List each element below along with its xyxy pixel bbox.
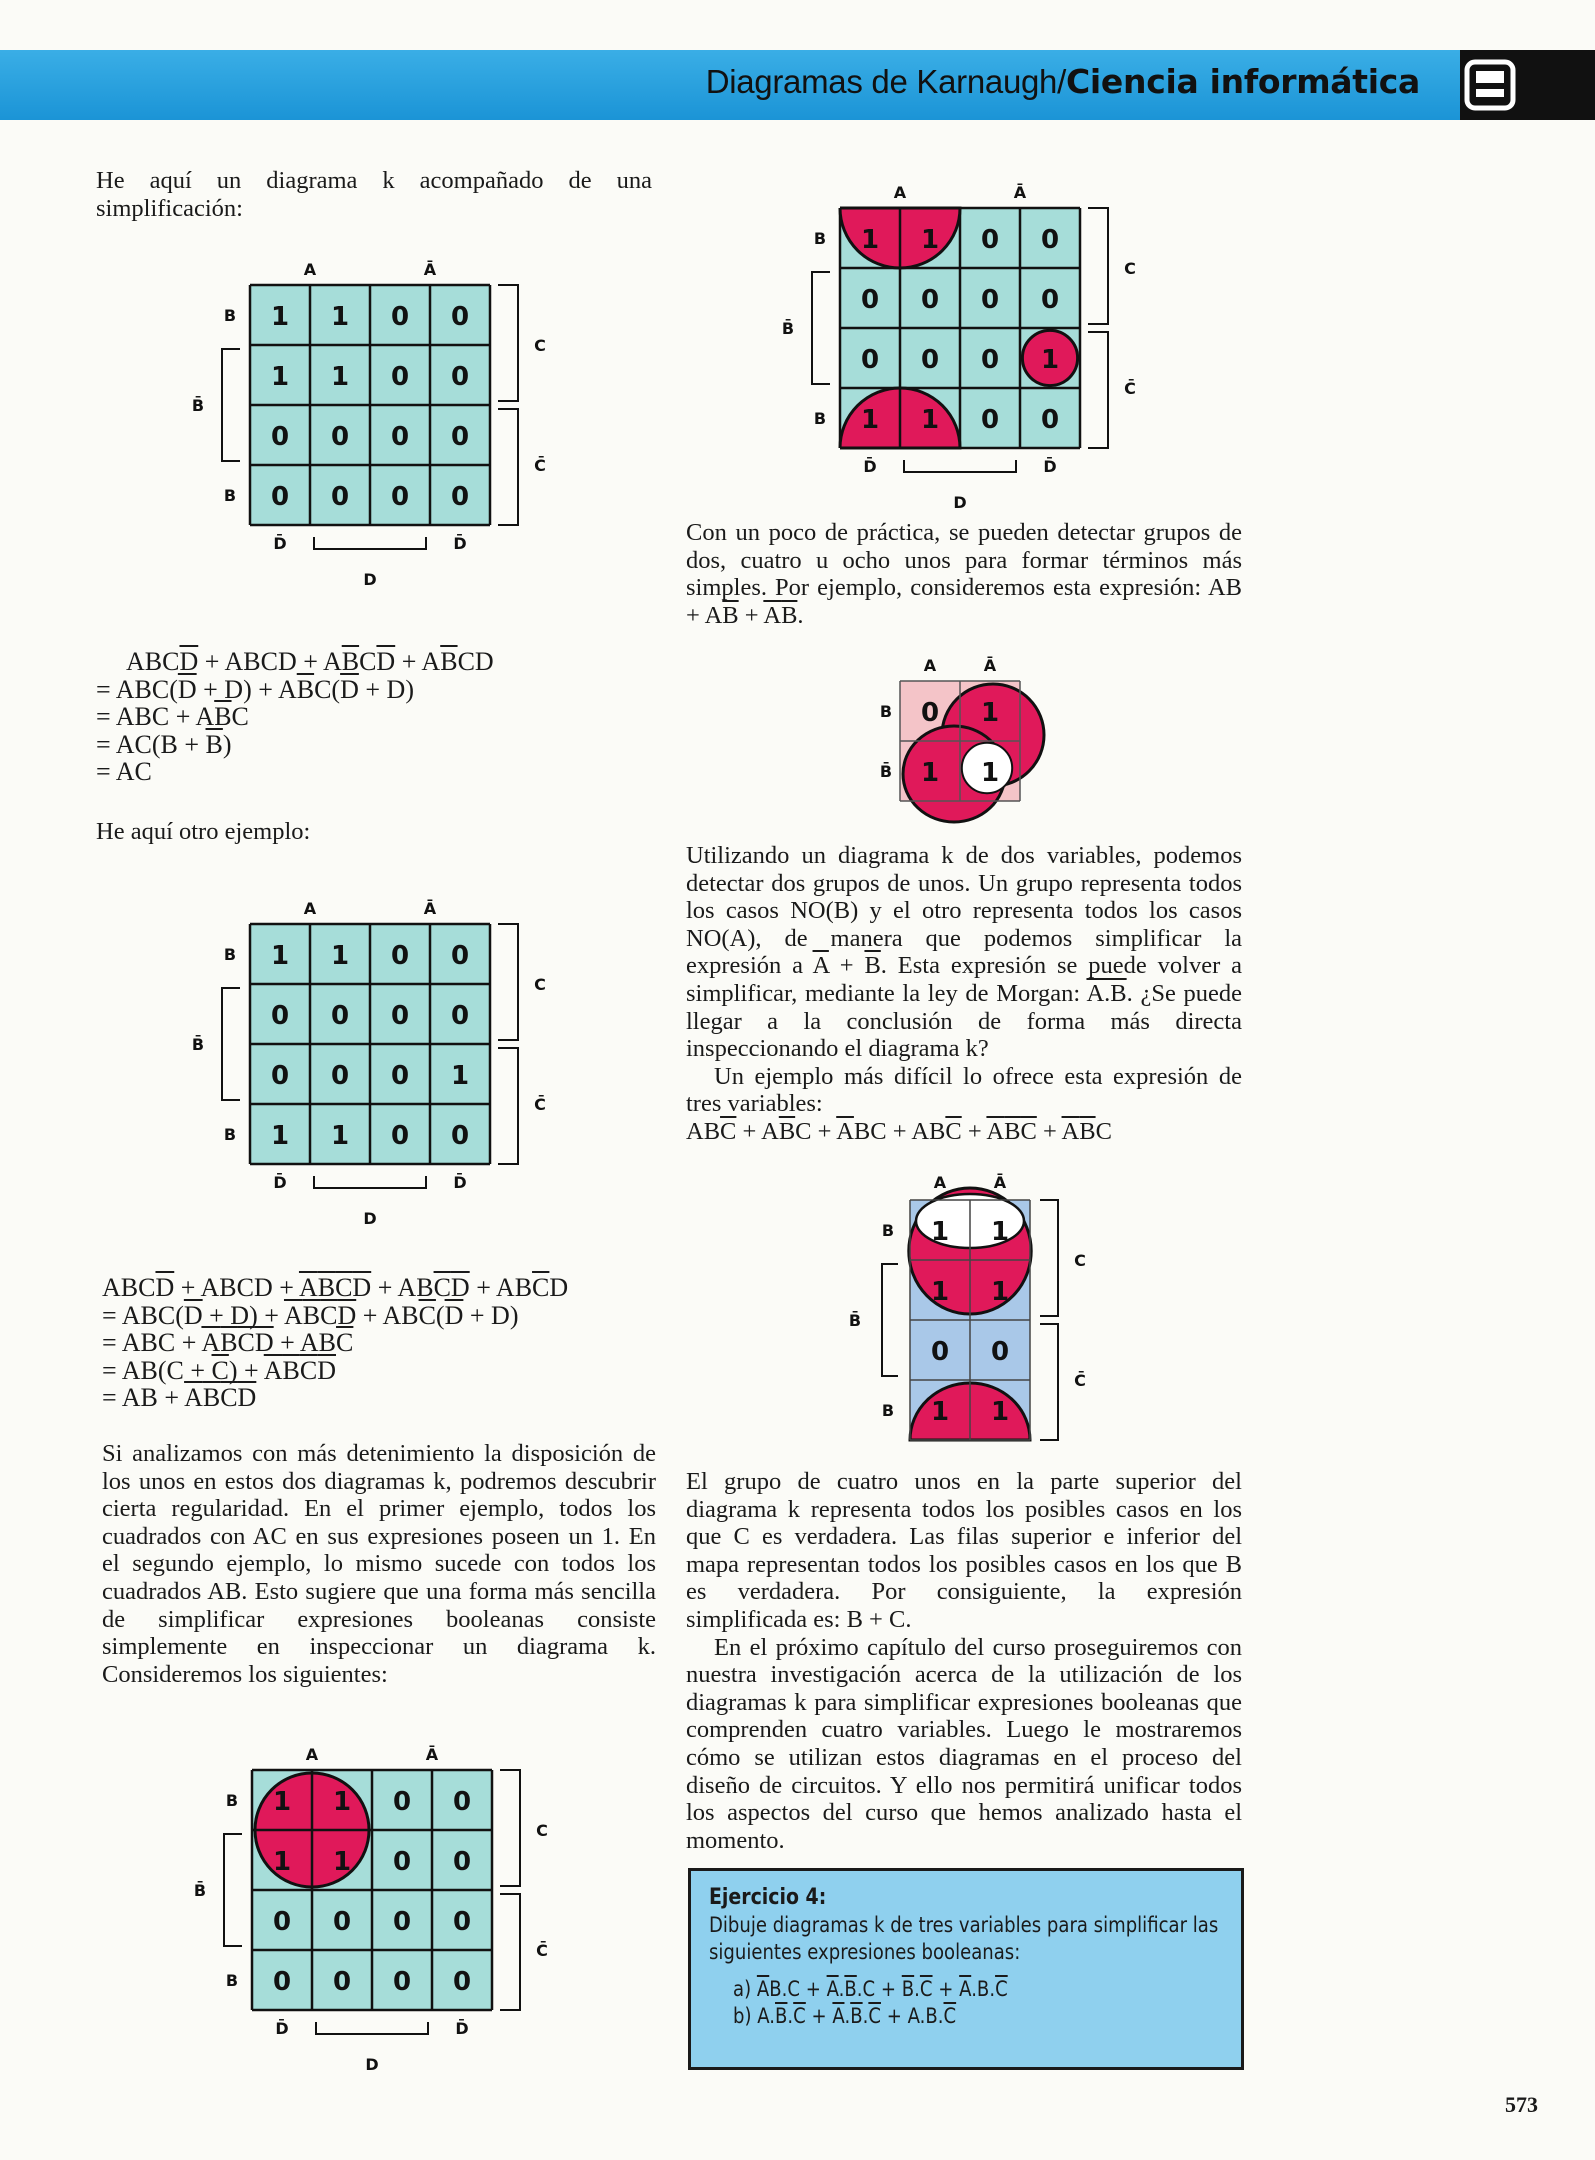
bracket-c (498, 285, 518, 401)
bracket-not-b (224, 1834, 242, 1946)
exercise-item-b: b) $A.\overline{B}.\overline{C} + \overline{A}.\overline{B}.\overline{C} + A.B.\overline{C}$ (733, 2004, 957, 2028)
exercise-item-a: a) $\overline{A}B.C + \overline{A}.\overline{B}.C + \overline{B}.\overline{C} + \overline{A}.B.\overline{C}$ (733, 1977, 1008, 2001)
logo-box (1460, 50, 1595, 120)
label-not-a: Ā (1013, 183, 1027, 202)
bracket-not-c (498, 1048, 518, 1164)
cell-value: 1 (920, 225, 940, 255)
kmap-3 (192, 1730, 562, 2080)
kmap-three-variable (840, 1160, 1120, 1460)
cell-value: 0 (390, 482, 410, 512)
cell-value: 1 (332, 1787, 352, 1817)
cell-value: 0 (450, 482, 470, 512)
bracket-c (498, 924, 518, 1040)
kmap-4 (780, 168, 1150, 518)
label-b: B (813, 229, 827, 248)
bracket-not-b (222, 988, 240, 1100)
header-bar (0, 50, 1460, 120)
cell-value: 0 (920, 285, 940, 315)
cell-value: 0 (390, 1121, 410, 1151)
cell-value: 0 (270, 1001, 290, 1031)
cell-value: 0 (392, 1967, 412, 1997)
label-a: A (893, 183, 907, 202)
cell-value: 1 (920, 758, 940, 788)
page-number: 573 (1505, 2092, 1538, 2117)
bracket-not-c (500, 1894, 520, 2010)
cell-value: 0 (930, 1337, 950, 1367)
cell-value: 1 (860, 225, 880, 255)
cell-value: 0 (980, 345, 1000, 375)
simplification-1 (96, 648, 494, 786)
cell-value: 0 (450, 422, 470, 452)
cell-value: 0 (980, 285, 1000, 315)
label-b: B (881, 1221, 895, 1240)
label-not-b: B̄ (848, 1311, 862, 1330)
cell-value: 1 (272, 1787, 292, 1817)
cell-value: 1 (270, 362, 290, 392)
kmap-1 (190, 245, 560, 595)
cell-value: 1 (980, 758, 1000, 788)
cell-value: 0 (390, 302, 410, 332)
label-d: D (363, 1209, 377, 1228)
cell-value: 1 (920, 405, 940, 435)
cell-value: 1 (330, 362, 350, 392)
label-a: A (303, 899, 317, 918)
other-example-label: He aquí otro ejemplo: (96, 818, 311, 845)
label-not-d: D̄ (453, 534, 467, 553)
label-not-c: C̄ (536, 1941, 548, 1960)
group-paragraph: El grupo de cuatro unos en la parte superior del diagrama k representa todos los posibles casos en los que C es verdadera. Las filas superior e inferior del mapa representan todos los posibles casos en los que B es verdadera. Por consiguiente, la expresión simplificada es: B + C. En el próximo capítulo del curso proseguiremos con nuestra investigación acerca de la utilización de los diagramas k para simplificar expresiones booleanas que comprenden cuatro variables. Luego le mostraremos cómo se utilizan estos diagramas en el proceso del diseño de circuitos. Y ello nos permitirá unificar todos los aspectos del curso que hemos analizado hasta el momento. (686, 1468, 1242, 1854)
bracket-c (1088, 208, 1108, 324)
eq2-line-5: = AB + $\overline{A}\overline{B}\overline{C}\overline{D}$ (102, 1383, 257, 1413)
label-a: A (303, 260, 317, 279)
cell-value: 0 (1040, 405, 1060, 435)
bracket-d (314, 537, 426, 549)
label-a: A (305, 1745, 319, 1764)
label-not-b: B̄ (879, 762, 893, 781)
label-c: C (536, 1821, 548, 1840)
cell-value: 0 (980, 225, 1000, 255)
bracket-c (1040, 1200, 1058, 1316)
eq1-line-4: = $AC(B + \overline{B})$ (96, 729, 232, 759)
cell-value: 0 (392, 1847, 412, 1877)
cell-value: 0 (452, 1787, 472, 1817)
label-b: B (225, 1791, 239, 1810)
cell-value: 0 (450, 941, 470, 971)
label-not-c: C̄ (534, 1095, 546, 1114)
cell-value: 0 (452, 1907, 472, 1937)
cell-value: 0 (452, 1847, 472, 1877)
label-b: B (813, 409, 827, 428)
label-b: B (223, 945, 237, 964)
cell-value: 1 (930, 1277, 950, 1307)
two-variable-paragraph: Utilizando un diagrama k de dos variables, podemos detectar dos grupos de unos. Un grupo representa todos los casos NO(B) y el otro representa todos los casos NO(A), de manera que podemos simplificar la expresión a $\overline{A} + \overline{B}$. Esta expresión se puede volver a simplificar, mediante la ley de Morgan: A.B. ¿Se puede llegar a la conclusión de forma más directa inspeccionando el diagrama k? Un ejemplo más difícil lo ofrece esta expresión de tres variables: $AB\overline{C} + A\overline{B}C + \overline{A}BC + AB\overline{C} + \overline{A}\overline{B}\overline{C} + \overline{A}\overline{B}C$ (686, 842, 1242, 1145)
eq2-line-3: = ABC + $\overline{A}\overline{B}\overline{C}\overline{D} + AB\overline{C}$ (102, 1328, 354, 1358)
cell-value: 0 (450, 362, 470, 392)
cell-value: 0 (860, 345, 880, 375)
cell-value: 0 (272, 1967, 292, 1997)
cell-value: 0 (1040, 225, 1060, 255)
cell-value: 0 (920, 698, 940, 728)
label-not-c: C̄ (1074, 1371, 1086, 1390)
exercise-title: Ejercicio 4: (709, 1885, 827, 1910)
cell-value: 1 (930, 1217, 950, 1247)
cell-value: 0 (392, 1907, 412, 1937)
label-a: A (933, 1173, 947, 1192)
label-not-a: Ā (423, 899, 437, 918)
label-not-a: Ā (993, 1173, 1007, 1192)
cell-value: 1 (990, 1277, 1010, 1307)
label-c: C (534, 975, 546, 994)
cell-value: 0 (330, 1001, 350, 1031)
kmap-2 (190, 884, 560, 1234)
label-b: B (881, 1401, 895, 1420)
label-not-d: D̄ (1043, 457, 1057, 476)
cell-value: 0 (332, 1907, 352, 1937)
label-not-b: B̄ (191, 396, 205, 415)
cell-value: 1 (930, 1397, 950, 1427)
cell-value: 0 (1040, 285, 1060, 315)
cell-value: 1 (1040, 345, 1060, 375)
cell-value: 0 (270, 422, 290, 452)
cell-value: 0 (332, 1967, 352, 1997)
label-not-b: B̄ (191, 1035, 205, 1054)
bracket-not-c (1040, 1324, 1058, 1440)
label-not-a: Ā (423, 260, 437, 279)
cell-value: 0 (270, 1061, 290, 1091)
label-not-c: C̄ (1124, 379, 1136, 398)
cell-value: 0 (450, 1121, 470, 1151)
cell-value: 0 (330, 1061, 350, 1091)
label-not-a: Ā (425, 1745, 439, 1764)
cell-value: 1 (450, 1061, 470, 1091)
cell-value: 0 (392, 1787, 412, 1817)
cell-value: 0 (450, 302, 470, 332)
cell-value: 0 (390, 1061, 410, 1091)
cell-value: 1 (270, 1121, 290, 1151)
kmap-two-variable (860, 645, 1100, 845)
bracket-d (904, 460, 1016, 472)
cell-value: 1 (990, 1217, 1010, 1247)
label-not-c: C̄ (534, 456, 546, 475)
label-d: D (363, 570, 377, 589)
cell-value: 0 (390, 362, 410, 392)
cell-value: 0 (980, 405, 1000, 435)
eq1-line-3: = ABC + $A\overline{B}C$ (96, 702, 249, 732)
label-not-b: B̄ (193, 1881, 207, 1900)
label-d: D (953, 493, 967, 512)
label-a: A (923, 656, 937, 675)
cell-value: 0 (450, 1001, 470, 1031)
label-c: C (1124, 259, 1136, 278)
cell-value: 0 (272, 1907, 292, 1937)
label-c: C (1074, 1251, 1086, 1270)
eq1-line-5: = AC (96, 757, 152, 787)
cell-value: 1 (330, 302, 350, 332)
analysis-paragraph: Si analizamos con más detenimiento la disposición de los unos en estos dos diagramas k, podremos descubrir cierta regularidad. En el primer ejemplo, todos los cuadrados con AC en sus expresiones poseen un 1. En el segundo ejemplo, lo mismo sucede con todos los cuadrados AB. Esto sugiere que una forma más sencilla de simplificar expresiones booleanas consiste simplemente en inspeccionar un diagrama k. Consideremos los siguientes: (102, 1440, 656, 1688)
cell-value: 1 (270, 302, 290, 332)
label-not-d: D̄ (273, 534, 287, 553)
label-d: D (365, 2055, 379, 2074)
eq2-line-2: = $ABC(\overline{D} + D) + \overline{A}\overline{B}\overline{C}\overline{D} + AB\overline{C}(\overline{D} + D)$ (102, 1300, 519, 1330)
cell-value: 1 (332, 1847, 352, 1877)
eq2-line-4: = $AB(C + \overline{C}) + \overline{A}\overline{B}\overline{C}\overline{D}$ (102, 1355, 336, 1385)
exercise-box (688, 1868, 1244, 2070)
cell-value: 0 (390, 422, 410, 452)
cell-value: 0 (920, 345, 940, 375)
label-not-b: B̄ (781, 319, 795, 338)
cell-value: 1 (270, 941, 290, 971)
bracket-d (316, 2022, 428, 2034)
label-not-d: D̄ (273, 1173, 287, 1192)
bracket-not-c (498, 409, 518, 525)
label-b: B (223, 1125, 237, 1144)
bracket-not-b (222, 349, 240, 461)
label-not-d: D̄ (275, 2019, 289, 2038)
label-not-a: Ā (983, 656, 997, 675)
cell-value: 1 (330, 941, 350, 971)
intro-paragraph: He aquí un diagrama k acompañado de una simplificación: (96, 167, 652, 222)
cell-value: 1 (990, 1397, 1010, 1427)
header-title: Diagramas de Karnaugh/Ciencia informática (705, 62, 1420, 101)
bracket-not-b (882, 1264, 898, 1376)
eq1-line-1: $ABC\overline{D}$ + ABCD + $A\overline{B}C\overline{D} + A\overline{B}CD$ (126, 647, 494, 676)
label-c: C (534, 336, 546, 355)
label-b: B (223, 306, 237, 325)
cell-value: 1 (980, 698, 1000, 728)
label-not-d: D̄ (863, 457, 877, 476)
cell-value: 0 (330, 482, 350, 512)
bracket-d (314, 1176, 426, 1188)
eq1-line-2: = $ABC(\overline{D} + D) + A\overline{B}C(\overline{D} + D)$ (96, 674, 414, 704)
computer-logo-icon (1464, 59, 1516, 111)
bracket-not-c (1088, 332, 1108, 448)
cell-value: 1 (272, 1847, 292, 1877)
label-b: B (879, 702, 893, 721)
cell-value: 0 (330, 422, 350, 452)
cell-value: 0 (270, 482, 290, 512)
bracket-not-b (812, 272, 830, 384)
cell-value: 0 (390, 941, 410, 971)
cell-value: 1 (330, 1121, 350, 1151)
bracket-c (500, 1770, 520, 1886)
cell-value: 0 (990, 1337, 1010, 1367)
practice-paragraph: Con un poco de práctica, se pueden detectar grupos de dos, cuatro u ocho unos para formar términos más simples. Por ejemplo, consideremos esta expresión: AB + $A\overline{B} + \overline{A}\overline{B}$. (686, 519, 1242, 629)
label-not-d: D̄ (453, 1173, 467, 1192)
cell-value: 0 (860, 285, 880, 315)
eq2-line-1: $ABC\overline{D}$ + ABCD + $\overline{A}\overline{B}\overline{C}\overline{D} + AB\overline{C}\overline{D} + AB\overline{C}D$ (102, 1273, 569, 1302)
exercise-text: Dibuje diagramas k de tres variables para simplificar las siguientes expresiones booleanas: (709, 1913, 1219, 1964)
cell-value: 0 (390, 1001, 410, 1031)
label-not-d: D̄ (455, 2019, 469, 2038)
label-b: B (225, 1971, 239, 1990)
cell-value: 1 (860, 405, 880, 435)
label-b: B (223, 486, 237, 505)
simplification-2 (102, 1274, 568, 1412)
cell-value: 0 (452, 1967, 472, 1997)
